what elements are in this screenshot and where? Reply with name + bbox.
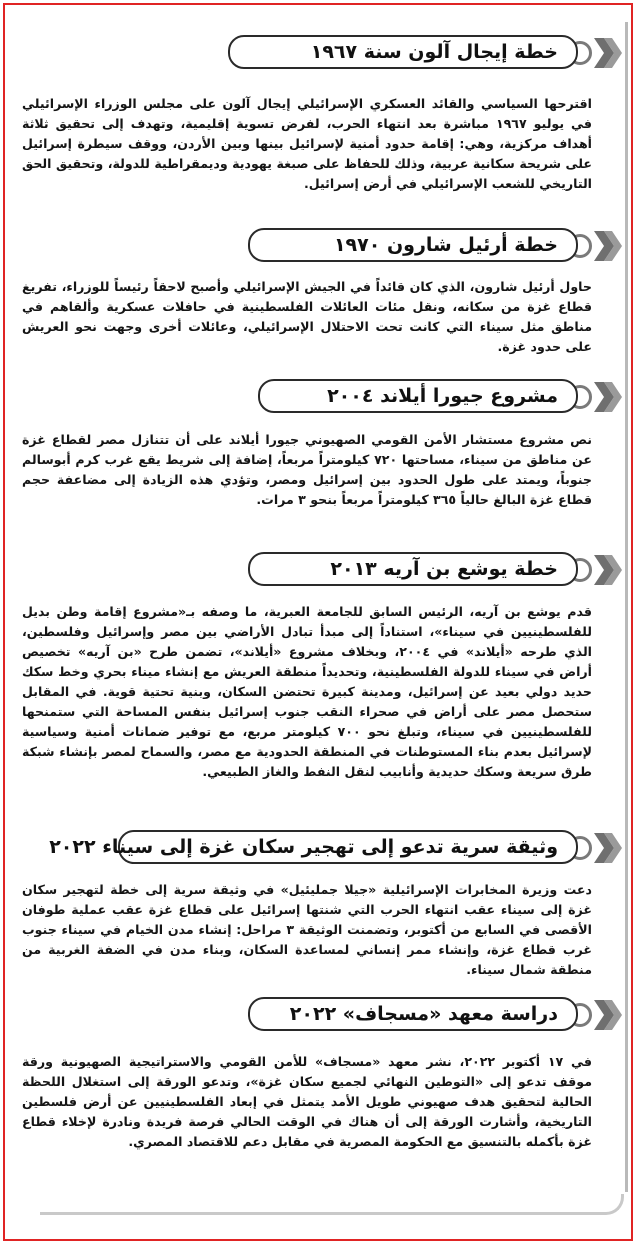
chevron-right-icon: [592, 36, 622, 70]
section-body: في ١٧ أكتوبر ٢٠٢٢، نشر معهد «مسجاف» للأمن القومي والاستراتيجية الصهيونية ورقة موقف تدعو إلى «التوطين النهائي لجميع سكان غزة»، وتدعو الورقة إلى استغلال اللحظة الحالية لتحقيق هدف صهيوني طويل الأمد يتمثل في إبعاد الفلسطينيين عن أرض فلسطين التاريخية، وأشارت الورقة إلى أن هناك في الوقت الحالي فرصة فريدة ونادرة لإخلاء قطاع غزة بأكمله بالتنسيق مع الحكومة المصرية في مقابل دعم للاقتصاد المصري.: [22, 1054, 593, 1149]
section-title: خطة إيجال آلون سنة ١٩٦٧: [310, 41, 558, 63]
section-title: وثيقة سرية تدعو إلى تهجير سكان غزة إلى سيناء ٢٠٢٢: [49, 836, 558, 858]
chevron-right-icon: [592, 380, 622, 414]
section-title: خطة أرئيل شارون ١٩٧٠: [333, 234, 558, 256]
section-title: مشروع جيورا أيلاند ٢٠٠٤: [327, 385, 558, 407]
section-heading: [248, 997, 578, 1031]
section-heading: [248, 228, 578, 262]
section-body: قدم يوشع بن آريه، الرئيس السابق للجامعة العبرية، ما وصفه بـ«مشروع إقامة وطن بديل للفلسطينيين في سيناء»، استناداً إلى مبدأ تبادل الأراضي بين مصر وإسرائيل وفلسطين، الذي طرحه «أيلاند» في ٢٠٠٤، وبخلاف مشروع «أيلاند»، تضمن طرح «بن آريه» تخصيص أراض في سيناء للدولة الفلسطينية، وتحديداً منطقة العريش مع إنشاء ميناء بحري وخط سكك حديد دولي بعيد عن إسرائيل، ومدينة كبيرة تحتضن السكان، وبنية تحتية قوية. في المقابل ستحصل مصر على أراض في صحراء النقب جنوب إسرائيل بنفس المساحة التي ستمنحها للفلسطينيين في سيناء، وتبلغ نحو ٧٠٠ كيلومتر مربع، مع توفير ضمانات أمنية وسياسية لإسرائيل بعدم بناء المستوطنات في المنطقة الحدودية مع مصر، والسماح لمصر بإنشاء شبكة طرق سريعة وسكك حديدية وأنابيب لنقل النفط والغاز الطبيعي.: [22, 604, 592, 779]
chevron-right-icon: [592, 831, 622, 865]
section-heading: [258, 379, 578, 413]
section-heading: [49, 830, 578, 864]
chevron-right-icon: [592, 229, 622, 263]
section-body: حاول أرئيل شارون، الذي كان قائداً في الجيش الإسرائيلي وأصبح لاحقاً رئيساً للوزراء، تفريغ قطاع غزة من سكانه، ونقل مئات العائلات الفلسطينية في حافلات عسكرية وألقاهم في مناطق مثل سيناء التي كانت تحت الاحتلال الإسرائيلي، وعائلات أخرى وجهت نحو العريش على حدود غزة.: [22, 279, 592, 354]
section-body: دعت وزيرة المخابرات الإسرائيلية «جيلا جمليئيل» في وثيقة سرية إلى خطة لتهجير سكان غزة إلى سيناء عقب انتهاء الحرب التي شنتها إسرائيل على قطاع غزة عقب عملية طوفان الأقصى في السابع من أكتوبر، وتضمنت الوثيقة ٣ مراحل: إنشاء مدن الخيام في سيناء جنوب غرب قطاع غزة، وإنشاء ممر إنساني لمساعدة السكان، وبناء مدن في الضفة الغربية من منطقة شمال سيناء.: [22, 882, 592, 977]
section-heading: [228, 35, 578, 69]
section-body: نص مشروع مستشار الأمن القومي الصهيوني جيورا أيلاند على أن تتنازل مصر لقطاع غزة عن مناطق من سيناء، مساحتها ٧٢٠ كيلومتراً مربعاً، إضافة إلى شريط يقع غرب كرم أبوسالم جنوباً، ويمتد على طول الحدود بين إسرائيل ومصر، وتؤدي هذه الزيادة إلى مضاعفة حجم قطاع غزة البالغ حالياً ٣٦٥ كيلومتراً مربعاً بنحو ٣ مرات.: [22, 432, 592, 507]
section-body: اقترحها السياسي والقائد العسكري الإسرائيلي إيجال آلون على مجلس الوزراء الإسرائيلي في يوليو ١٩٦٧ مباشرة بعد انتهاء الحرب، لفرض تسوية إقليمية، وتهدف إلى تحقيق ثلاثة أهداف مركزية، وهي: إقامة حدود أمنية لإسرائيل بينها وبين الأردن، ووقف سيطرة إسرائيل على شريحة سكانية عربية، وذلك للحفاظ على صبغة يهودية وديمقراطية للدولة، وتحقيق الحق التاريخي للشعب الإسرائيلي في أرض إسرائيل.: [22, 96, 592, 191]
bottom-rule: [40, 1194, 624, 1215]
section-title: خطة يوشع بن آريه ٢٠١٣: [330, 558, 558, 580]
section-title: دراسة معهد «مسجاف» ٢٠٢٢: [289, 1003, 558, 1025]
chevron-right-icon: [592, 998, 622, 1032]
section-heading: [248, 552, 578, 586]
chevron-right-icon: [592, 553, 622, 587]
